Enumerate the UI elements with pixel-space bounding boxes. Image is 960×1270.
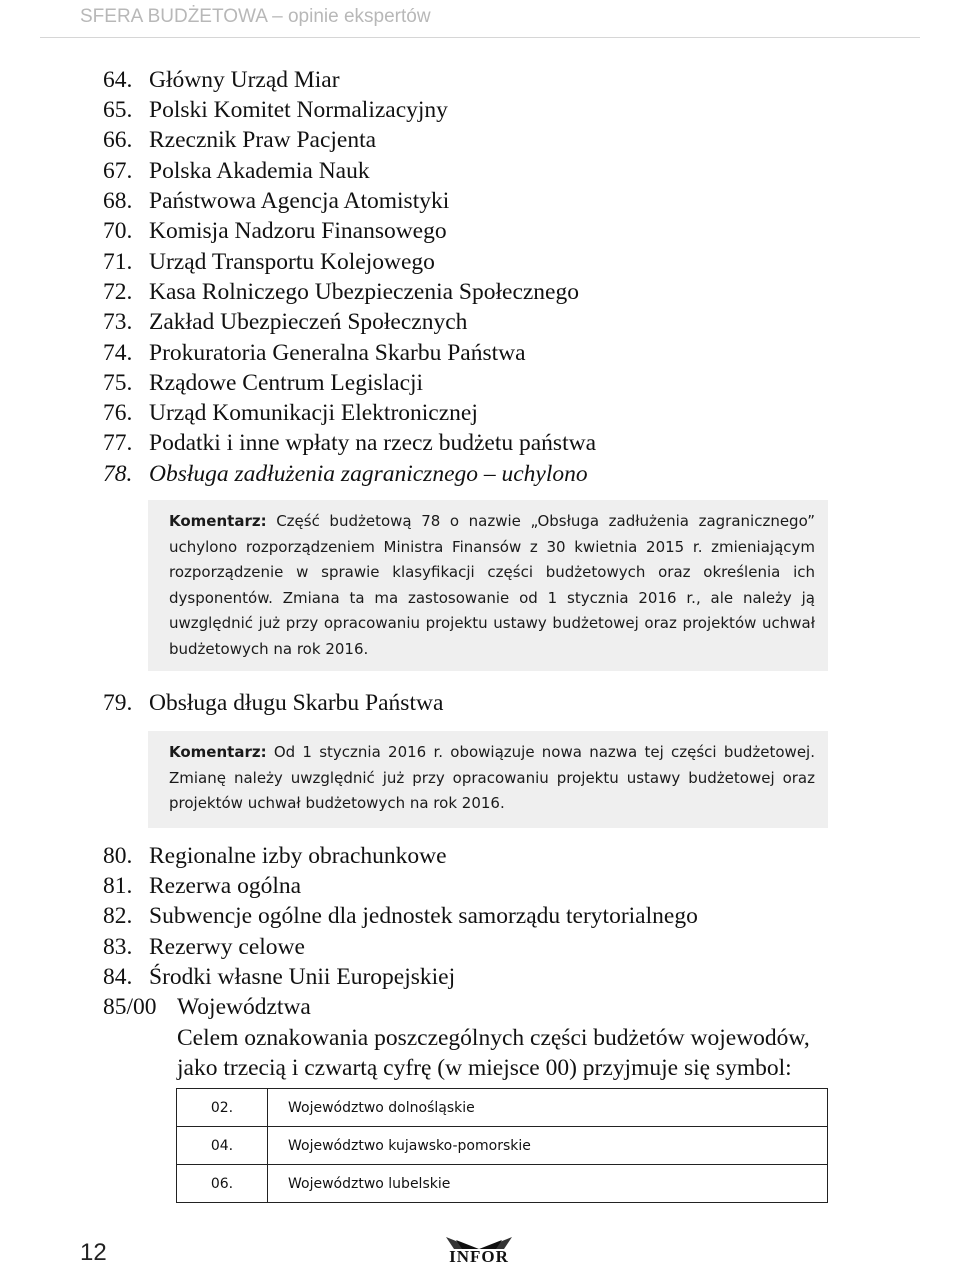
table-row <box>177 1127 828 1165</box>
item-number: 74. <box>103 340 133 366</box>
section-description: Celem oznakowania poszczególnych części budżetów wojewodów, jako trzecią i czwartą cyfrę (w miejsce 00) przyjmuje się symbol: <box>177 1025 810 1081</box>
list-item <box>103 901 843 931</box>
list-item <box>103 156 843 186</box>
list-item <box>103 277 843 307</box>
list-item <box>103 216 843 246</box>
item-number: 71. <box>103 249 133 275</box>
item-number: 81. <box>103 873 133 899</box>
list-item <box>103 428 843 458</box>
item-number: 68. <box>103 188 133 214</box>
item-number: 75. <box>103 370 133 396</box>
section-code: 85/00 <box>103 994 157 1020</box>
comment-text: Część budżetową 78 o nazwie „Obsługa zadłużenia zagranicznego” uchylono rozporządzeniem Ministra Finansów z 30 kwietnia 2015 r. zmieniającym rozporządzenie w sprawie klasyfikacji części budżetowych oraz określenia ich dysponentów. Zmiana ta ma zastosowanie od 1 stycznia 2016 r., ale należy ją uwzględnić już przy opracowaniu projektu ustawy budżetowej oraz projektów uchwał budżetowych na rok 2016. <box>169 512 815 658</box>
list-item <box>103 95 843 125</box>
item-text: Polska Akademia Nauk <box>149 158 370 184</box>
logo-text: INFOR <box>449 1247 509 1266</box>
item-text: Rządowe Centrum Legislacji <box>149 370 424 396</box>
comment-label: Komentarz: <box>169 512 267 530</box>
table-cell-code: 04. <box>177 1127 268 1165</box>
item-text: Prokuratoria Generalna Skarbu Państwa <box>149 340 526 366</box>
list-item <box>103 368 843 398</box>
table-cell-name: Województwo kujawsko-pomorskie <box>268 1127 828 1165</box>
item-number: 77. <box>103 430 133 456</box>
item-text: Polski Komitet Normalizacyjny <box>149 97 448 123</box>
item-text: Zakład Ubezpieczeń Społecznych <box>149 309 468 335</box>
item-text: Rezerwa ogólna <box>149 873 302 899</box>
item-number: 76. <box>103 400 133 426</box>
list-item-repealed <box>103 459 843 489</box>
item-text: Obsługa długu Skarbu Państwa <box>149 690 444 716</box>
list-item <box>103 688 843 718</box>
table-row <box>177 1165 828 1203</box>
list-item <box>103 871 843 901</box>
table-cell-name: Województwo lubelskie <box>268 1165 828 1203</box>
item-number: 79. <box>103 690 133 716</box>
page-header <box>40 3 920 38</box>
list-item <box>103 932 843 962</box>
item-number: 82. <box>103 903 133 929</box>
comment-text: Od 1 stycznia 2016 r. obowiązuje nowa nazwa tej części budżetowej. Zmianę należy uwzględnić już przy opracowaniu projektu ustawy budżetowej oraz projektów uchwał budżetowych na rok 2016. <box>169 743 815 812</box>
item-text: Obsługa zadłużenia zagranicznego – uchylono <box>149 461 588 487</box>
list-item <box>103 65 843 95</box>
item-number: 66. <box>103 127 133 153</box>
list-item <box>103 338 843 368</box>
item-text: Państwowa Agencja Atomistyki <box>149 188 450 214</box>
comment-label: Komentarz: <box>169 743 267 761</box>
comment-body <box>169 509 815 662</box>
item-text: Urząd Komunikacji Elektronicznej <box>149 400 478 426</box>
comment-body <box>169 740 815 817</box>
table-row <box>177 1089 828 1127</box>
infor-logo <box>436 1236 522 1270</box>
item-text: Komisja Nadzoru Finansowego <box>149 218 447 244</box>
item-number: 70. <box>103 218 133 244</box>
item-text: Kasa Rolniczego Ubezpieczenia Społecznego <box>149 279 579 305</box>
item-number: 67. <box>103 158 133 184</box>
item-text: Środki własne Unii Europejskiej <box>149 964 456 990</box>
page-number: 12 <box>80 1239 107 1266</box>
list-item <box>103 125 843 155</box>
item-text: Regionalne izby obrachunkowe <box>149 843 447 869</box>
item-number: 78. <box>103 461 133 487</box>
item-text: Rezerwy celowe <box>149 934 305 960</box>
item-text: Urząd Transportu Kolejowego <box>149 249 435 275</box>
section-title: Województwa <box>177 994 311 1020</box>
list-item <box>103 307 843 337</box>
comment-box-78 <box>148 500 828 671</box>
item-number: 80. <box>103 843 133 869</box>
item-number: 65. <box>103 97 133 123</box>
item-text: Rzecznik Praw Pacjenta <box>149 127 377 153</box>
table-cell-code: 02. <box>177 1089 268 1127</box>
item-text: Subwencje ogólne dla jednostek samorządu terytorialnego <box>149 903 698 929</box>
voivodeship-table <box>176 1088 828 1203</box>
item-number: 72. <box>103 279 133 305</box>
item-text: Główny Urząd Miar <box>149 67 340 93</box>
list-item <box>103 841 843 871</box>
item-text: Podatki i inne wpłaty na rzecz budżetu państwa <box>149 430 597 456</box>
list-item <box>103 247 843 277</box>
item-number: 73. <box>103 309 133 335</box>
list-item <box>103 398 843 428</box>
table-cell-name: Województwo dolnośląskie <box>268 1089 828 1127</box>
list-item <box>103 962 843 992</box>
table-cell-code: 06. <box>177 1165 268 1203</box>
item-number: 84. <box>103 964 133 990</box>
comment-box-79 <box>148 731 828 828</box>
item-number: 64. <box>103 67 133 93</box>
item-number: 83. <box>103 934 133 960</box>
header-title: SFERA BUDŻETOWA – opinie ekspertów <box>80 6 431 27</box>
list-item <box>103 186 843 216</box>
